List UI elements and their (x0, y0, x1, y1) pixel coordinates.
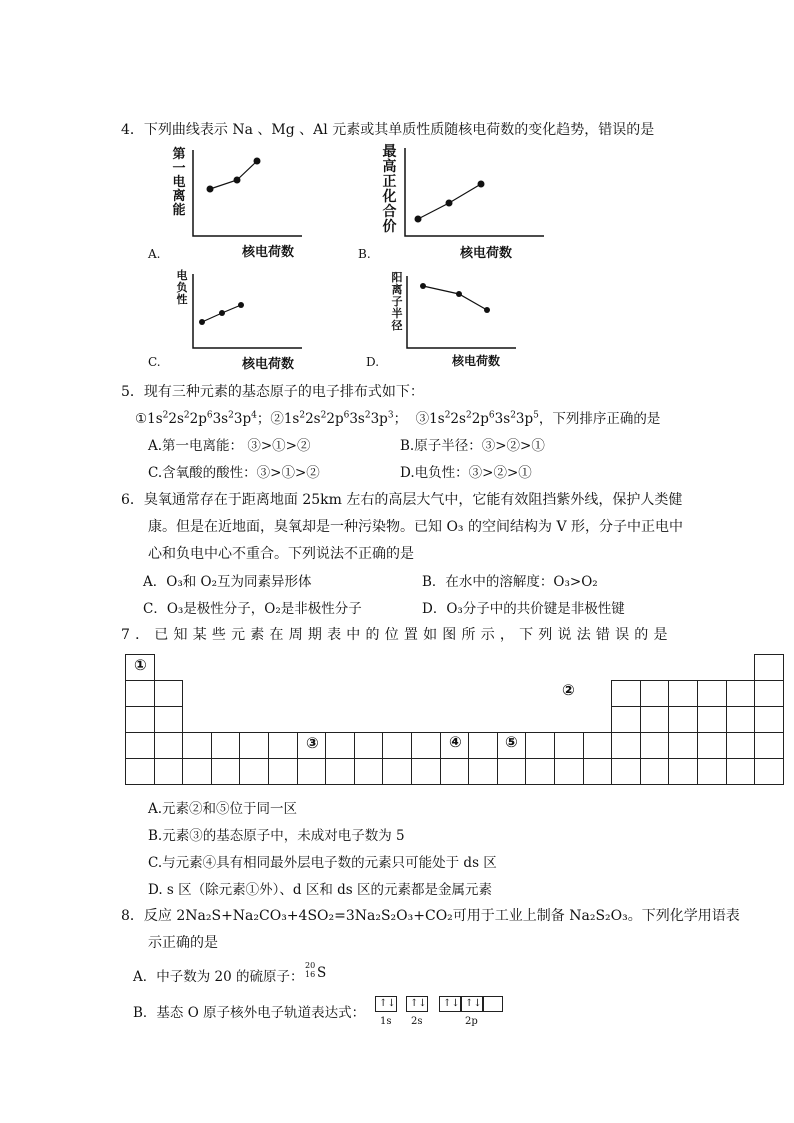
q5-option-b: B.原子半径：③>②>① (400, 438, 545, 454)
pt-cell (325, 758, 355, 785)
pt-cell (697, 680, 727, 707)
orbital-2s-arrows: ↑↓ (410, 998, 427, 1009)
q5-stem: 5．现有三种元素的基态原子的电子排布式如下： (121, 384, 424, 400)
orbital-label-2p: 2p (465, 1016, 478, 1027)
pt-cell (211, 758, 241, 785)
pt-cell (154, 732, 184, 759)
q5-config-1: $①1s^22s^22p^63s^23p^4$； (135, 410, 271, 427)
q5-config-3: $③1s^22s^22p^63s^23p^5$ (415, 410, 539, 427)
orbital-2p-box-2 (461, 996, 483, 1012)
q8-option-a-text: A．中子数为 20 的硫原子： (133, 969, 304, 985)
pt-cell (154, 758, 184, 785)
pt-cell (668, 758, 698, 785)
pt-cell (611, 758, 641, 785)
orbital-2p-box-3 (483, 996, 503, 1012)
orbital-2s-box (406, 996, 428, 1012)
orbital-2p-2-arrows: ↑↓ (465, 998, 482, 1009)
pt-cell (354, 732, 384, 759)
marker-1: ① (134, 656, 147, 674)
pt-cell (382, 732, 412, 759)
pt-cell (726, 680, 756, 707)
pt-cell (611, 706, 641, 733)
marker-3: ③ (306, 734, 319, 752)
pt-cell (497, 758, 527, 785)
q8-nuclide-mass: 20 (305, 961, 316, 970)
orbital-1s-arrows: ↑↓ (379, 998, 396, 1009)
pt-cell (668, 706, 698, 733)
orbital-2p-box-1 (439, 996, 461, 1012)
pt-cell (468, 732, 498, 759)
pt-cell (754, 706, 784, 733)
q7-option-c: C.与元素④具有相同最外层电子数的元素只可能处于 ds 区 (148, 855, 497, 871)
q8-nuclide-atomic: 16 (305, 970, 316, 979)
pt-cell (211, 732, 241, 759)
pt-cell (583, 758, 613, 785)
q6-option-c: C．O₃是极性分子，O₂是非极性分子 (143, 601, 362, 617)
graph-c-xlabel: 核电荷数 (242, 357, 295, 372)
q8-stem-line1: 8．反应 2Na₂S+Na₂CO₃+4SO₂=3Na₂S₂O₃+CO₂可用于工业上制备 Na₂S₂O₃。下列化学用语表 (121, 908, 740, 924)
q6-stem-line2: 康。但是在近地面，臭氧却是一种污染物。已知 O₃ 的空间结构为 V 形，分子中正电中 (148, 519, 683, 535)
pt-cell (354, 758, 384, 785)
pt-cell (668, 732, 698, 759)
pt-cell (440, 758, 470, 785)
pt-cell (411, 732, 441, 759)
pt-cell (468, 758, 498, 785)
q5-option-c: C.含氧酸的酸性：③>①>② (148, 465, 320, 481)
q8-stem-line2: 示正确的是 (148, 935, 218, 951)
pt-cell (297, 758, 327, 785)
pt-cell (554, 732, 584, 759)
pt-cell (726, 706, 756, 733)
pt-cell (668, 680, 698, 707)
q8-option-b-text: B．基态 O 原子核外电子轨道表达式： (133, 1005, 366, 1021)
pt-cell (182, 732, 212, 759)
q5-config-2: $②1s^22s^22p^63s^23p^3$； (270, 410, 408, 427)
pt-cell (525, 732, 555, 759)
q4-stem: 4．下列曲线表示 Na 、Mg 、Al 元素或其单质性质随核电荷数的变化趋势，错误的是 (121, 122, 655, 138)
pt-cell (754, 732, 784, 759)
pt-cell (754, 758, 784, 785)
q6-stem-line1: 6．臭氧通常存在于距离地面 25km 左右的高层大气中，它能有效阻挡紫外线，保护人类健 (121, 492, 683, 508)
q6-option-d: D．O₃分子中的共价键是非极性键 (422, 601, 625, 617)
pt-cell (583, 732, 613, 759)
pt-cell (411, 758, 441, 785)
pt-cell (268, 732, 298, 759)
q7-option-b: B.元素③的基态原子中，未成对电子数为 5 (148, 828, 405, 844)
q8-option-a (133, 965, 304, 985)
pt-cell (554, 758, 584, 785)
pt-cell (325, 732, 355, 759)
graph-b-letter: B. (358, 247, 371, 261)
pt-cell (611, 680, 641, 707)
pt-cell (239, 758, 269, 785)
pt-cell (268, 758, 298, 785)
q5-option-a: A.第一电离能： ③>①>② (148, 438, 311, 454)
graph-a-xlabel: 核电荷数 (242, 245, 295, 260)
pt-cell (382, 758, 412, 785)
pt-cell (726, 732, 756, 759)
q5-config-tail: ，下列排序正确的是 (538, 411, 661, 427)
orbital-1s-box (375, 996, 397, 1012)
q8-nuclide-symbol: S (317, 965, 327, 981)
orbital-label-2s: 2s (411, 1016, 423, 1027)
q6-option-a: A．O₃和 O₂互为同素异形体 (143, 574, 312, 590)
graph-d-ylabel: 阳离子半径 (391, 271, 403, 332)
pt-cell (754, 680, 784, 707)
pt-cell (754, 654, 784, 681)
pt-cell (640, 732, 670, 759)
pt-cell (125, 706, 155, 733)
graph-d-letter: D. (366, 355, 380, 369)
pt-cell (640, 680, 670, 707)
graph-a-letter: A. (148, 247, 161, 261)
q7-option-a: A.元素②和⑤位于同一区 (148, 801, 298, 817)
orbital-2p-1-arrows: ↑↓ (443, 998, 460, 1009)
q6-stem-line3: 心和负电中心不重合。下列说法不正确的是 (148, 546, 414, 562)
pt-cell (125, 680, 155, 707)
pt-cell (125, 732, 155, 759)
pt-cell (697, 732, 727, 759)
graph-c-letter: C. (148, 355, 161, 369)
pt-cell (154, 680, 184, 707)
marker-4: ④ (449, 733, 462, 751)
graph-b-ylabel: 最高正化合价 (382, 144, 397, 235)
q7-stem: 7．已知某些元素在周期表中的位置如图所示，下列说法错误的是 (121, 627, 673, 643)
pt-cell (697, 706, 727, 733)
graph-d-xlabel: 核电荷数 (452, 354, 501, 368)
pt-cell (239, 732, 269, 759)
orbital-label-1s: 1s (380, 1016, 392, 1027)
pt-cell (726, 758, 756, 785)
graph-b-xlabel: 核电荷数 (460, 246, 513, 261)
pt-cell (182, 758, 212, 785)
graph-a-ylabel: 第一电离能 (172, 147, 186, 218)
marker-5: ⑤ (505, 733, 518, 751)
q7-option-d: D. s 区（除元素①外）、d 区和 ds 区的元素都是金属元素 (148, 882, 492, 898)
pt-cell (611, 732, 641, 759)
pt-cell (525, 758, 555, 785)
pt-cell (640, 706, 670, 733)
q6-option-b: B．在水中的溶解度：O₃>O₂ (422, 574, 598, 590)
pt-cell (154, 706, 184, 733)
pt-cell (125, 758, 155, 785)
pt-cell (640, 758, 670, 785)
marker-2: ② (562, 681, 575, 699)
pt-cell (697, 758, 727, 785)
graph-c-ylabel: 电负性 (176, 269, 188, 306)
q5-option-d: D.电负性：③>②>① (400, 465, 532, 481)
